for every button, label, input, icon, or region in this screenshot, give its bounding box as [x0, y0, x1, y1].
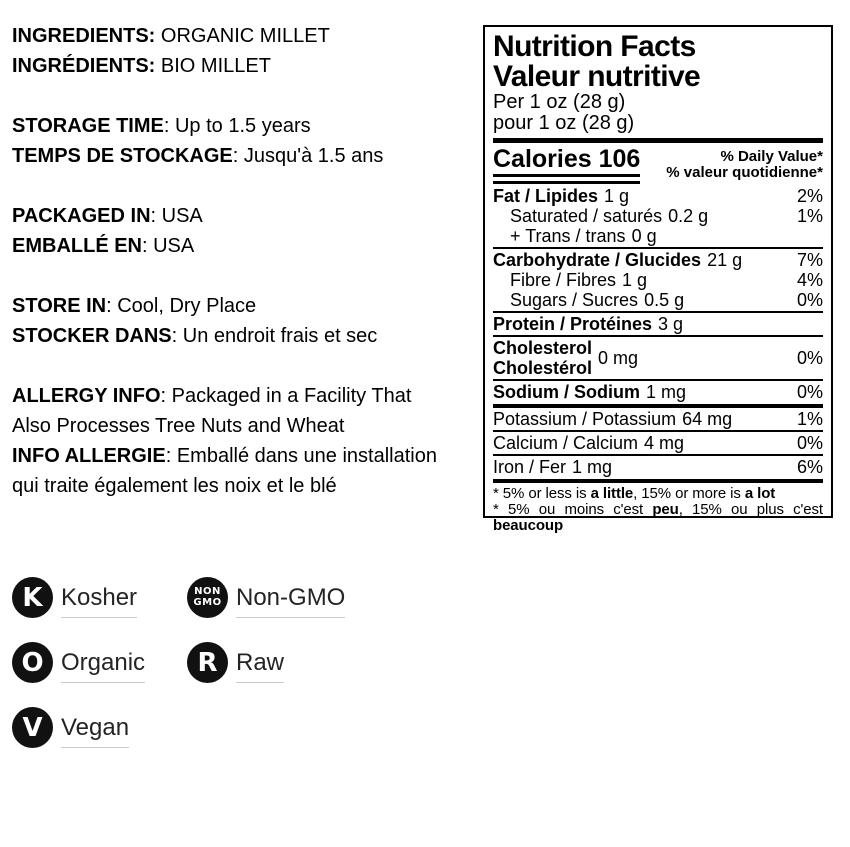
info-line-text: : Packaged in a Facility That [160, 385, 412, 407]
nutrient-row [493, 457, 823, 477]
calories-underline [493, 146, 640, 184]
info-line-text: : USA [150, 205, 203, 227]
thin-divider [493, 454, 823, 456]
thin-divider [493, 247, 823, 249]
info-line [12, 111, 478, 141]
footnote-segment: * 5% or less is [493, 485, 591, 502]
nutrient-name [493, 314, 652, 334]
nutrient-daily-value: 0% [796, 382, 823, 402]
nutrient-daily-value: 0% [796, 433, 823, 453]
nutrient-name [510, 226, 626, 246]
footnote-segment: beaucoup [493, 517, 564, 534]
kosher-icon [12, 577, 53, 618]
raw-icon [187, 642, 228, 683]
badge-icon-text: V [22, 712, 43, 743]
nutrient-amount: 3 g [658, 314, 684, 334]
info-section [12, 21, 478, 81]
nutrient-amount: 21 g [707, 250, 743, 270]
nutrient-name-line: + Trans / trans [510, 226, 626, 246]
footnote-segment: a little [590, 485, 634, 502]
thin-divider [493, 311, 823, 313]
nutrient-name-line: Fibre / Fibres [510, 270, 617, 290]
nutrient-rows [493, 186, 823, 483]
nutrient-row [493, 186, 823, 206]
nutrient-amount: 64 mg [682, 409, 733, 429]
nutrient-row [493, 382, 823, 402]
info-line [12, 411, 478, 441]
nutrition-facts-title-fr: Valeur nutritive [493, 60, 701, 93]
badge-nongmo [187, 577, 345, 618]
nutrient-daily-value: 0% [796, 348, 823, 368]
info-section [12, 291, 478, 351]
footnote-segment: , 15% or more is [633, 485, 745, 502]
info-line-label: TEMPS DE STOCKAGE [12, 145, 233, 167]
nutrient-amount: 1 mg [572, 457, 613, 477]
badge-kosher [12, 577, 187, 618]
info-line-text: : Cool, Dry Place [106, 295, 257, 317]
nutrient-row [493, 314, 823, 334]
footnote-segment: a lot [744, 485, 776, 502]
badge-label: Organic [61, 650, 145, 683]
nutrient-name-line: Protein / Protéines [493, 314, 653, 334]
nutrient-name [493, 433, 638, 453]
badge-label: Kosher [61, 585, 137, 618]
nutrient-daily-value: 1% [796, 409, 823, 429]
non-gmo-icon [187, 577, 228, 618]
badge-vegan [12, 707, 187, 748]
serving-size-fr: pour 1 oz (28 g) [493, 112, 635, 134]
nutrient-row [493, 433, 823, 453]
nutrient-name [493, 409, 676, 429]
thick-divider [493, 479, 823, 483]
info-line [12, 441, 478, 471]
info-line-text: qui traite également les noix et le blé [12, 475, 337, 497]
info-line-label: ALLERGY INFO [12, 385, 161, 407]
info-line [12, 291, 478, 321]
info-line-text: : Un endroit frais et sec [171, 325, 378, 347]
nutrient-daily-value: 7% [796, 250, 823, 270]
footnote-en [493, 486, 823, 502]
nutrient-name [493, 186, 598, 206]
ingredients-info-panel [12, 21, 478, 531]
nutrient-name [510, 290, 638, 310]
badge-label: Raw [236, 650, 284, 683]
nutrient-name-line: Carbohydrate / Glucides [493, 250, 702, 270]
info-line-label: INGREDIENTS: [12, 25, 156, 47]
info-section [12, 111, 478, 171]
badge-icon-text: O [21, 647, 44, 678]
info-section [12, 201, 478, 261]
daily-value-fr: % valeur quotidienne* [666, 164, 823, 181]
badge-organic [12, 642, 187, 683]
info-line [12, 201, 478, 231]
info-line-text: : Emballé dans une installation [165, 445, 437, 467]
nutrient-name-line: Sodium / Sodium [493, 382, 640, 402]
nutrient-name-line: Sugars / Sucres [510, 290, 639, 310]
info-line [12, 51, 478, 81]
info-section [12, 381, 478, 501]
thin-divider [493, 430, 823, 432]
nutrient-amount: 1 mg [646, 382, 687, 402]
nutrition-facts-panel [483, 25, 833, 534]
nutrient-amount: 0 g [631, 226, 657, 246]
nutrient-name [510, 270, 616, 290]
thin-divider [493, 379, 823, 381]
nutrient-name-line: Potassium / Potassium [493, 409, 677, 429]
nutrient-row [493, 270, 823, 290]
nutrition-facts-title-en: Nutrition Facts [493, 30, 696, 63]
nutrient-daily-value: 6% [796, 457, 823, 477]
badge-icon-text: GMO [193, 596, 222, 608]
vegan-icon [12, 707, 53, 748]
nutrient-amount: 0 mg [598, 348, 639, 368]
info-line-label: INGRÉDIENTS: [12, 55, 156, 77]
badge-label: Vegan [61, 715, 129, 748]
nutrient-daily-value: 1% [796, 206, 823, 226]
info-line [12, 321, 478, 351]
info-line [12, 381, 478, 411]
info-line-text: : USA [142, 235, 195, 257]
info-line-label: STOCKER DANS [12, 325, 172, 347]
nutrient-row [493, 409, 823, 429]
serving-size-en: Per 1 oz (28 g) [493, 91, 626, 113]
info-line-text: : Jusqu'à 1.5 ans [232, 145, 384, 167]
nutrient-amount: 1 g [622, 270, 648, 290]
nutrient-amount: 0.2 g [668, 206, 709, 226]
nutrient-name-line: Cholesterol [493, 338, 593, 358]
calories-value: Calories 106 [493, 146, 640, 177]
nutrient-name [493, 338, 592, 378]
footnote-segment: * 5% ou moins c'est [493, 501, 653, 518]
daily-value-header [666, 146, 823, 181]
nutrient-name [493, 382, 640, 402]
badge-icon-text: K [22, 582, 43, 613]
info-line-text: ORGANIC MILLET [155, 25, 330, 47]
nutrient-daily-value: 0% [796, 290, 823, 310]
badge-label: Non-GMO [236, 585, 345, 618]
info-line-label: STORE IN [12, 295, 107, 317]
nutrient-row [493, 290, 823, 310]
organic-icon [12, 642, 53, 683]
nutrient-name-line: Iron / Fer [493, 457, 567, 477]
footnote-segment: , 15% ou plus c'est [678, 501, 823, 518]
certification-badges [12, 577, 345, 748]
nutrient-amount: 0.5 g [644, 290, 685, 310]
info-line-label: INFO ALLERGIE [12, 445, 166, 467]
info-line-label: STORAGE TIME [12, 115, 164, 137]
footnote-segment: peu [652, 501, 679, 518]
nutrient-name-line: Calcium / Calcium [493, 433, 639, 453]
thick-divider [493, 138, 823, 143]
nutrient-name-line: Saturated / saturés [510, 206, 663, 226]
info-line-text: BIO MILLET [155, 55, 271, 77]
nutrient-row [493, 338, 823, 378]
nutrient-name-line: Fat / Lipides [493, 186, 599, 206]
nutrient-daily-value: 2% [796, 186, 823, 206]
nutrient-amount: 4 mg [644, 433, 685, 453]
nutrient-row [493, 226, 823, 246]
info-line [12, 141, 478, 171]
badge-icon-text: NON [194, 586, 221, 597]
nutrient-name-line: Cholestérol [493, 358, 593, 378]
nutrient-name [493, 457, 566, 477]
nutrient-daily-value: 4% [796, 270, 823, 290]
nutrient-name [510, 206, 662, 226]
info-line [12, 231, 478, 261]
thin-divider [493, 335, 823, 337]
info-line-label: PACKAGED IN [12, 205, 151, 227]
nutrient-amount: 1 g [604, 186, 630, 206]
badge-raw [187, 642, 345, 683]
info-line [12, 21, 478, 51]
info-line-text: : Up to 1.5 years [163, 115, 311, 137]
info-line-text: Also Processes Tree Nuts and Wheat [12, 415, 345, 437]
calories-row [493, 146, 823, 184]
footnote-fr [493, 502, 823, 534]
info-line [12, 471, 478, 501]
daily-value-en: % Daily Value* [720, 148, 823, 165]
badge-icon-text: R [197, 647, 218, 678]
nutrient-row [493, 250, 823, 270]
info-line-label: EMBALLÉ EN [12, 235, 142, 257]
nutrient-name [493, 250, 701, 270]
nutrient-row [493, 206, 823, 226]
thick-divider [493, 404, 823, 408]
